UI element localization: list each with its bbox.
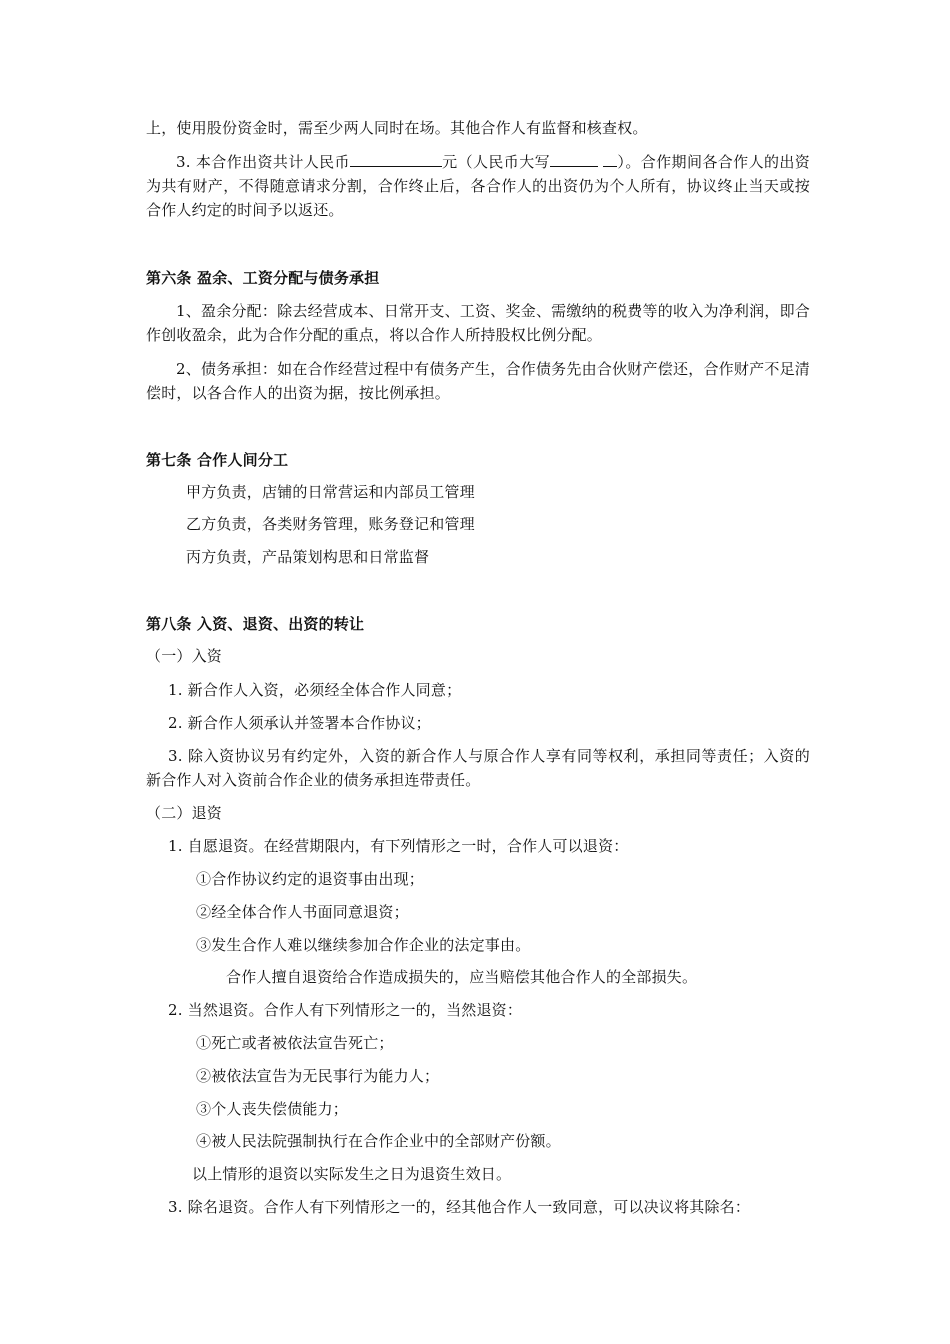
art6-paragraph-2: 2、债务承担：如在合作经营过程中有债务产生，合作债务先由合伙财产偿还，合作财产不足清偿时，以各合作人的出资为据，按比例承担。 bbox=[146, 360, 810, 402]
art8-sec1-title: （一）入资 bbox=[146, 647, 223, 665]
art8-sec1-item-3: 3. 除入资协议另有约定外，入资的新合作人与原合作人享有同等权利，承担同等责任；入资的新合作人对入资前合作企业的债务承担连带责任。 bbox=[146, 747, 810, 789]
art5-p3-part-a: 3. 本合作出资共计人民币 bbox=[176, 153, 350, 171]
art5-line-top: 上，使用股份资金时，需至少两人同时在场。其他合作人有监督和核查权。 bbox=[146, 119, 648, 137]
art7-title: 第七条 合作人间分工 bbox=[146, 451, 289, 469]
art8-sec2-item-2: 2. 当然退资。合作人有下列情形之一的，当然退资： bbox=[168, 1001, 523, 1019]
amount-blank bbox=[350, 152, 442, 167]
art8-sec2-title: （二）退资 bbox=[146, 804, 223, 822]
art5-p3-part-c: ）。合作期间各合作人的出资为共有财产，不得随意请求分割，合作终止后，各合作人的出资仍为个人所有，协议终止当天或按合作人约定的时间予以返还。 bbox=[146, 153, 811, 219]
art8-sec2-item-1-sub-2: ②经全体合作人书面同意退资； bbox=[196, 903, 409, 921]
art5-p3-part-b: 元（人民币大写 bbox=[441, 153, 551, 171]
art7-duty-a: 甲方负责，店铺的日常营运和内部员工管理 bbox=[186, 483, 475, 501]
art8-sec1-item-1: 1. 新合作人入资，必须经全体合作人同意； bbox=[168, 681, 462, 699]
art8-sec2-item-3: 3. 除名退资。合作人有下列情形之一的，经其他合作人一致同意，可以决议将其除名： bbox=[168, 1198, 751, 1216]
art7-duty-c: 丙方负责，产品策划构思和日常监督 bbox=[186, 548, 430, 566]
art8-sec2-item-1: 1. 自愿退资。在经营期限内，有下列情形之一时，合作人可以退资： bbox=[168, 837, 629, 855]
art8-sec2-item-2-sub-2: ②被依法宣告为无民事行为能力人； bbox=[196, 1067, 440, 1085]
art7-duty-b: 乙方负责，各类财务管理，账务登记和管理 bbox=[186, 515, 475, 533]
art6-paragraph-1: 1、盈余分配：除去经营成本、日常开支、工资、奖金、需缴纳的税费等的收入为净利润，即合作创收盈余，此为合作分配的重点，将以合作人所持股权比例分配。 bbox=[146, 302, 810, 344]
art8-sec2-item-1-sub-3: ③发生合作人难以继续参加合作企业的法定事由。 bbox=[196, 936, 531, 954]
art8-sec2-item-2-sub-4: ④被人民法院强制执行在合作企业中的全部财产份额。 bbox=[196, 1132, 561, 1150]
art8-title: 第八条 入资、退资、出资的转让 bbox=[146, 615, 365, 633]
art8-sec2-item-2-sub-1: ①死亡或者被依法宣告死亡； bbox=[196, 1034, 394, 1052]
amount-words-blank bbox=[550, 152, 598, 167]
art8-sec2-item-2-note: 以上情形的退资以实际发生之日为退资生效日。 bbox=[192, 1165, 512, 1183]
art8-sec2-item-2-sub-3: ③个人丧失偿债能力； bbox=[196, 1100, 349, 1118]
art5-paragraph-3 bbox=[146, 150, 810, 222]
art8-sec1-item-2: 2. 新合作人须承认并签署本合作协议； bbox=[168, 714, 431, 732]
amount-words-blank-2 bbox=[603, 152, 617, 167]
art8-sec2-item-1-note: 合作人擅自退资给合作造成损失的，应当赔偿其他合作人的全部损失。 bbox=[226, 968, 698, 986]
art6-title: 第六条 盈余、工资分配与债务承担 bbox=[146, 269, 380, 287]
art8-sec2-item-1-sub-1: ①合作协议约定的退资事由出现； bbox=[196, 870, 425, 888]
